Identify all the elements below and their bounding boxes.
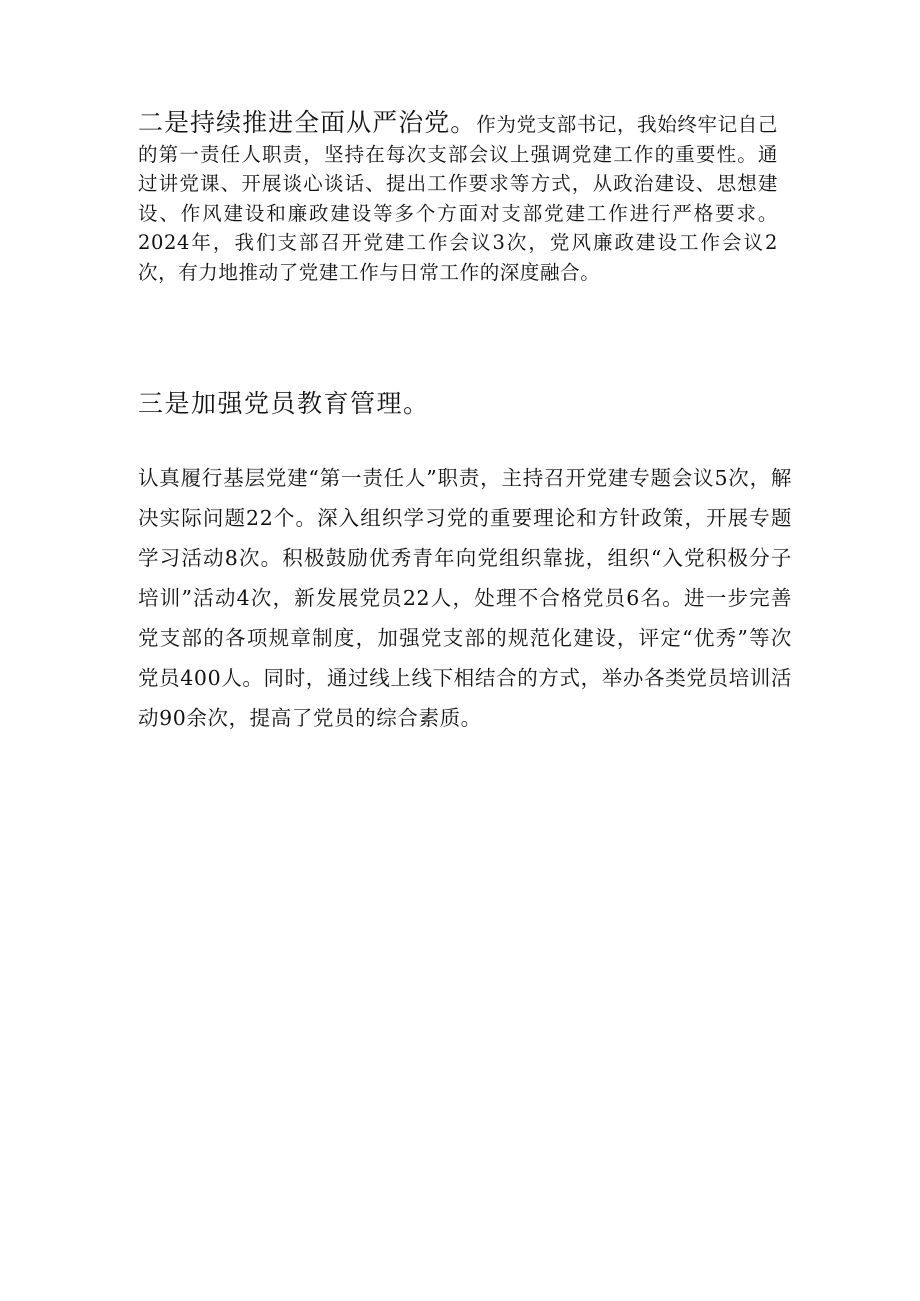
section-3-paragraph: 认真履行基层党建“第一责任人”职责，主持召开党建专题会议5次，解决实际问题22个。深入组织学习党的重要理论和方针政策，开展专题学习活动8次。积极鼓励优秀青年向党组织靠拢，组织“入党积极分子培训”活动4次，新发展党员22人，处理不合格党员6名。进一步完善党支部的各项规章制度，加强党支部的规范化建设，评定“优秀”等次党员400人。同时，通过线上线下相结合的方式，举办各类党员培训活动90余次，提高了党员的综合素质。 (138, 466, 792, 730)
section-3-heading: 三是加强党员教育管理。 (138, 389, 430, 418)
section-2-lead: 二是持续推进全面从严治党。 (138, 108, 477, 137)
section-2-body: 作为党支部书记，我始终牢记自己的第一责任人职责，坚持在每次支部会议上强调党建工作的重要性。通过讲党课、开展谈心谈话、提出工作要求等方式，从政治建设、思想建设、作风建设和廉政建设等多个方面对支部党建工作进行严格要求。2024年，我们支部召开党建工作会议3次，党风廉政建设工作会议2次，有力地推动了党建工作与日常工作的深度融合。 (138, 113, 778, 284)
section-2-paragraph (138, 108, 778, 287)
